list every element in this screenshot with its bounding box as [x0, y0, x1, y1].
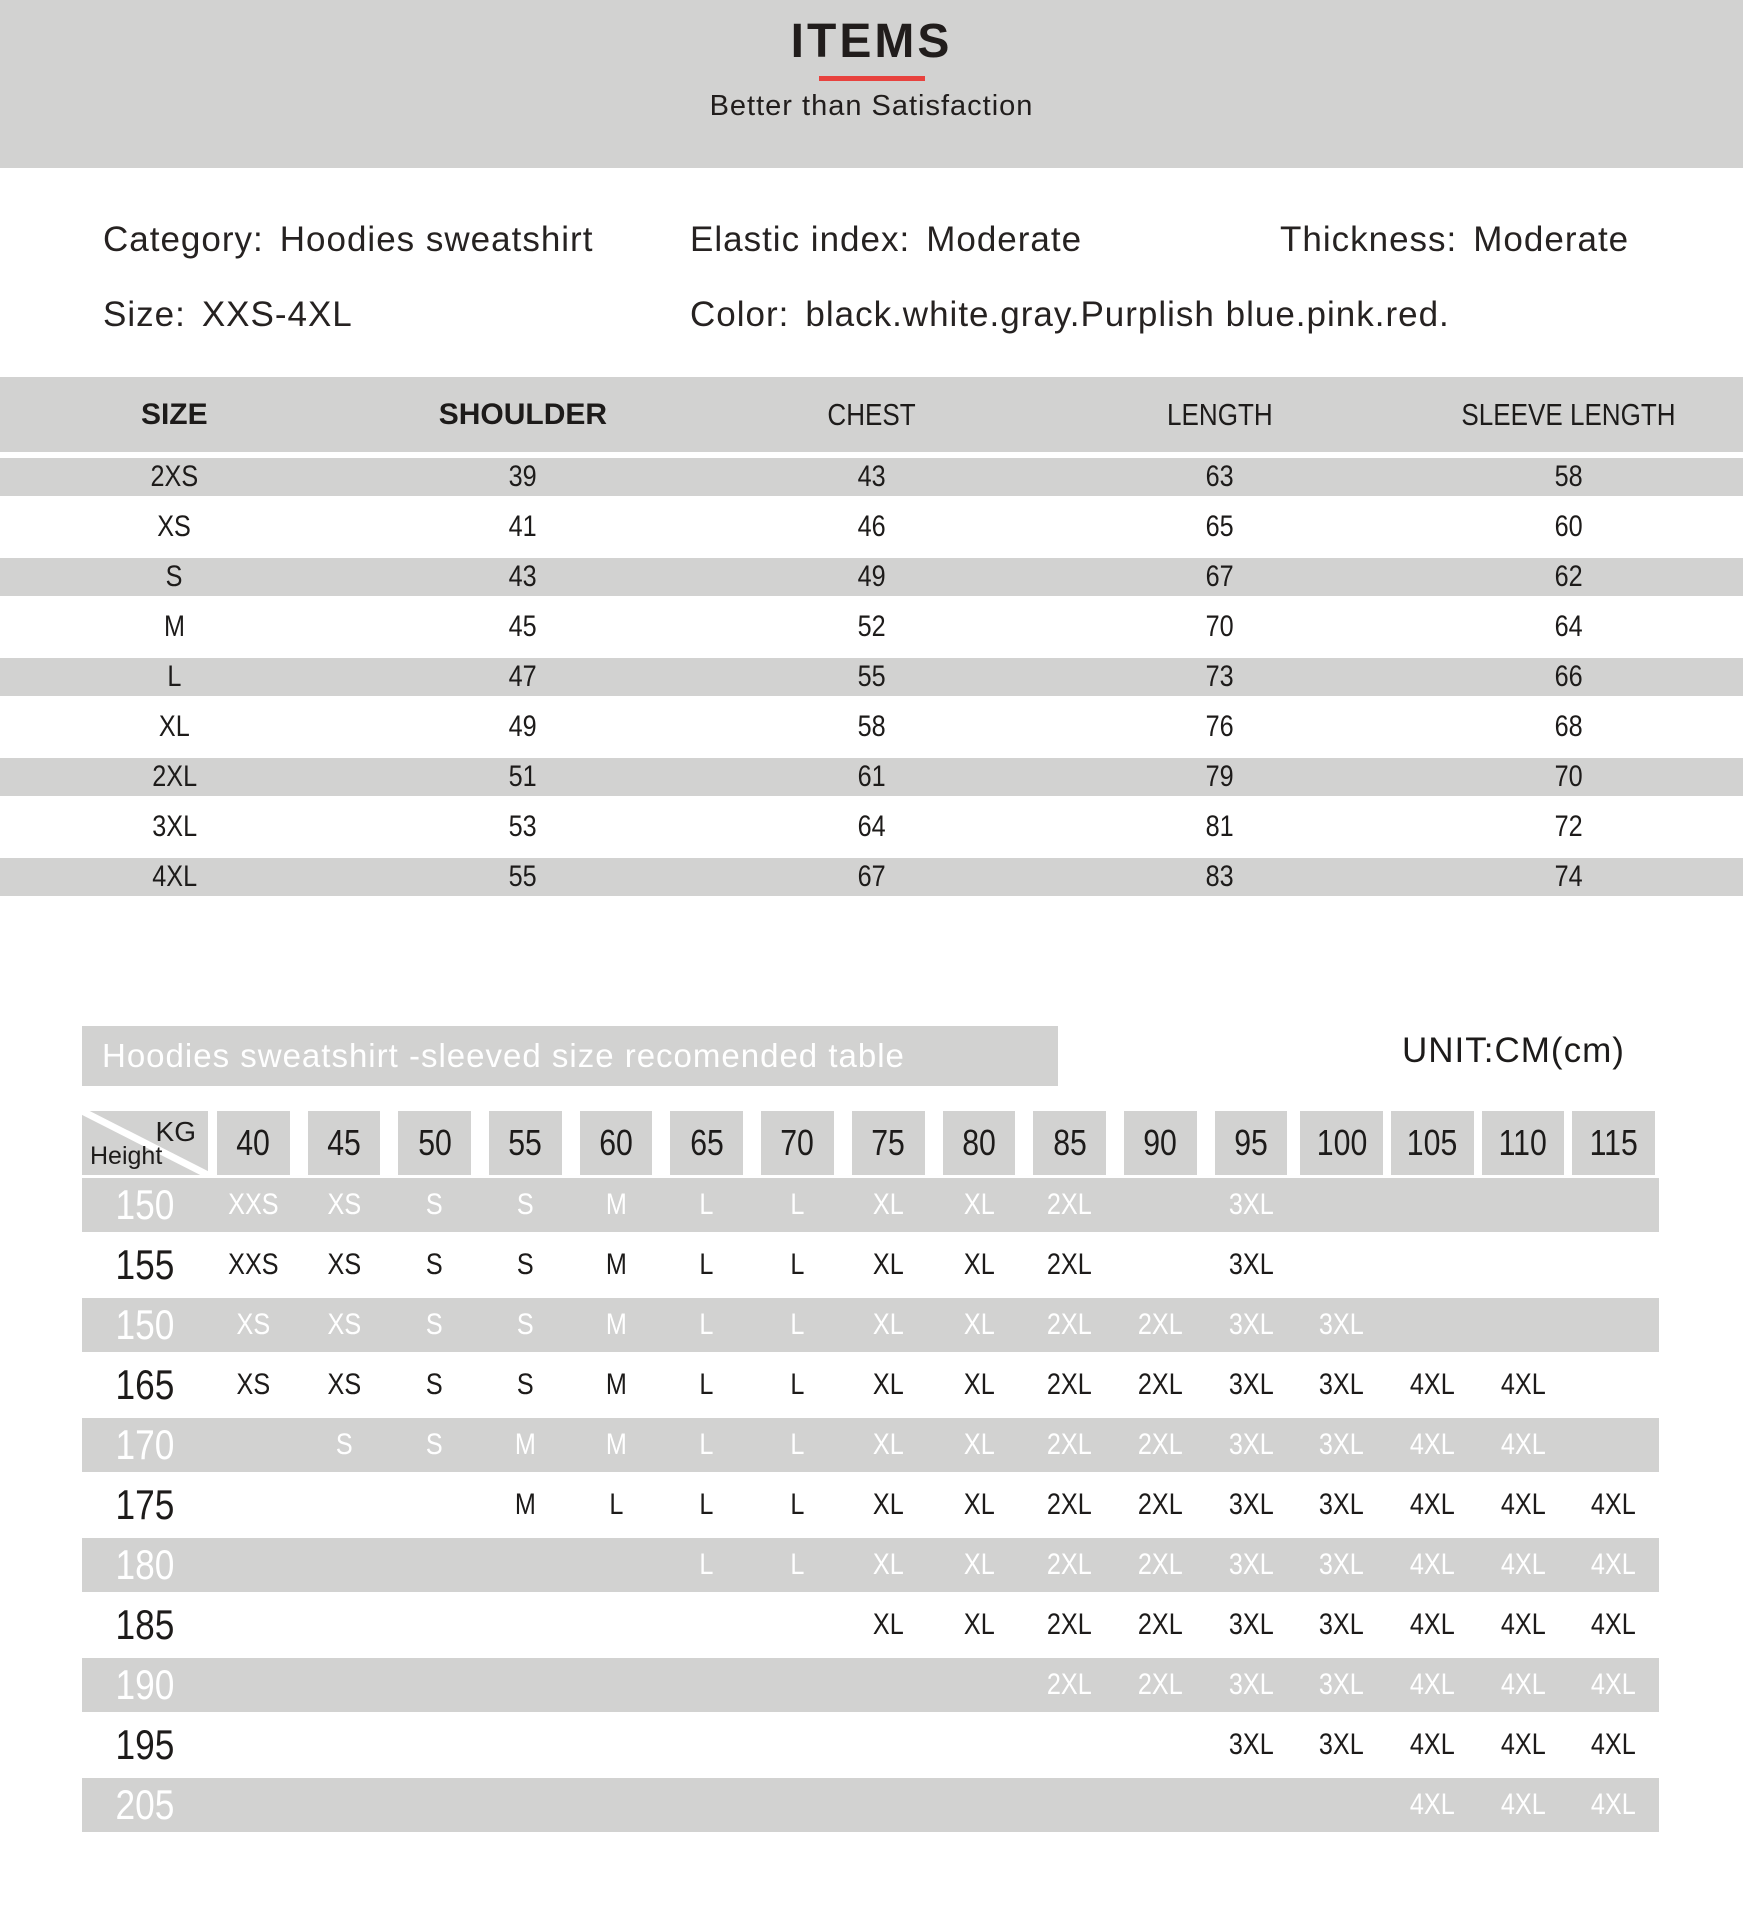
recommendation-row — [82, 1535, 1659, 1595]
recommended-size-cell: 4XL — [1500, 1428, 1546, 1461]
recommended-size-cell: 4XL — [1591, 1788, 1637, 1821]
sleeve-length-cell: 64 — [1554, 610, 1583, 643]
recommended-size-cell: S — [516, 1308, 534, 1341]
recommended-size-cell: S — [335, 1428, 353, 1461]
recommended-size-cell: XL — [872, 1488, 904, 1521]
weight-column-header: 55 — [489, 1111, 562, 1175]
height-cell: 185 — [115, 1601, 175, 1648]
shoulder-cell: 39 — [349, 452, 698, 502]
recommended-size-cell: XS — [327, 1188, 361, 1221]
recommended-size-cell: 4XL — [1500, 1608, 1546, 1641]
sleeve-length-cell: 74 — [1394, 852, 1743, 902]
length-cell: 70 — [1206, 610, 1235, 643]
weight-column-header: 115 — [1572, 1111, 1655, 1175]
recommended-size-cell: L — [790, 1368, 805, 1401]
brand-title: ITEMS — [790, 15, 953, 68]
recommended-size-cell: XXS — [228, 1188, 279, 1221]
recommended-size-cell: L — [790, 1488, 805, 1521]
recommended-size-cell: 2XL — [1047, 1368, 1092, 1401]
brand-banner — [0, 0, 1743, 168]
recommendation-row — [82, 1655, 1659, 1715]
sleeve-length-cell: 66 — [1394, 652, 1743, 702]
recommended-size-cell: 2XL — [1137, 1488, 1183, 1521]
recommended-size-cell: 4XL — [1591, 1548, 1637, 1581]
chest-cell: 49 — [697, 552, 1046, 602]
recommended-size-cell: S — [516, 1248, 534, 1281]
recommendation-table-body — [82, 1175, 1659, 1835]
recommended-size-cell: 4XL — [1591, 1488, 1637, 1521]
length-cell: 76 — [1206, 710, 1235, 743]
recommended-size-cell: M — [514, 1488, 536, 1521]
height-cell: 205 — [115, 1781, 175, 1828]
recommended-size-cell: 4XL — [1500, 1728, 1546, 1761]
column-header-sleeve-length: SLEEVE LENGTH — [1394, 377, 1743, 452]
recommended-size-cell: L — [699, 1488, 714, 1521]
recommended-size-cell: L — [790, 1548, 805, 1581]
recommended-size-cell: 3XL — [1319, 1608, 1365, 1641]
color-options-label: Color: — [690, 295, 790, 334]
recommended-size-cell: 4XL — [1591, 1668, 1637, 1701]
recommendation-row — [82, 1415, 1659, 1475]
chest-cell: 61 — [697, 752, 1046, 802]
recommended-size-cell: 4XL — [1409, 1668, 1455, 1701]
elastic-index-label: Elastic index: — [690, 220, 911, 259]
recommended-size-cell: XL — [963, 1608, 995, 1641]
recommended-size-cell: XS — [236, 1308, 271, 1341]
recommendation-row — [82, 1715, 1659, 1775]
recommended-size-cell: 2XL — [1047, 1608, 1092, 1641]
category-info — [103, 220, 593, 260]
recommended-size-cell: 2XL — [1137, 1548, 1183, 1581]
chest-cell: 43 — [697, 452, 1046, 502]
size-table-row — [0, 452, 1743, 502]
recommended-size-cell: 3XL — [1319, 1488, 1365, 1521]
size-table-header — [0, 377, 1743, 452]
color-options-info — [690, 295, 1450, 335]
size-cell: M — [163, 610, 185, 643]
recommended-size-cell: XS — [236, 1368, 271, 1401]
weight-column-header: 100 — [1300, 1111, 1383, 1175]
recommended-size-cell: 3XL — [1319, 1548, 1365, 1581]
sleeve-length-cell: 58 — [1394, 452, 1743, 502]
recommendation-row — [82, 1775, 1659, 1835]
recommended-size-cell: 3XL — [1228, 1488, 1274, 1521]
recommended-size-cell: L — [699, 1188, 714, 1221]
weight-column-header: 40 — [217, 1111, 290, 1175]
recommended-size-cell: 3XL — [1228, 1248, 1274, 1281]
recommended-size-cell: 2XL — [1047, 1428, 1092, 1461]
thickness-label: Thickness: — [1280, 220, 1458, 259]
recommended-size-cell: S — [426, 1308, 444, 1341]
size-cell: 3XL — [151, 810, 197, 843]
recommended-size-cell: 2XL — [1047, 1548, 1092, 1581]
recommendation-row — [82, 1595, 1659, 1655]
chest-cell: 55 — [697, 652, 1046, 702]
recommendation-row — [82, 1235, 1659, 1295]
height-cell: 155 — [115, 1241, 175, 1288]
recommended-size-cell: 4XL — [1500, 1488, 1546, 1521]
recommended-size-cell: M — [605, 1248, 627, 1281]
sleeve-length-cell: 72 — [1554, 810, 1583, 843]
size-cell: L — [0, 652, 349, 702]
size-cell: 4XL — [0, 852, 349, 902]
recommended-size-cell: XS — [327, 1368, 361, 1401]
height-cell: 190 — [115, 1661, 175, 1708]
recommended-size-cell: XL — [963, 1488, 995, 1521]
size-cell: XS — [157, 510, 192, 543]
shoulder-cell: 41 — [508, 510, 537, 543]
recommended-size-cell: M — [605, 1428, 627, 1461]
recommended-size-cell: XL — [872, 1248, 904, 1281]
weight-column-header: 75 — [852, 1111, 925, 1175]
column-header-chest: CHEST — [697, 377, 1046, 452]
size-table-row — [0, 602, 1743, 652]
recommended-size-cell: 4XL — [1409, 1368, 1455, 1401]
size-table-row — [0, 802, 1743, 852]
thickness-info — [1280, 220, 1629, 260]
recommendation-row — [82, 1475, 1659, 1535]
length-cell: 67 — [1046, 552, 1395, 602]
size-table-body — [0, 452, 1743, 902]
weight-column-header: 95 — [1215, 1111, 1288, 1175]
thickness-value: Moderate — [1473, 220, 1630, 259]
recommended-size-cell: 3XL — [1228, 1548, 1274, 1581]
column-header-length: LENGTH — [1046, 377, 1395, 452]
length-cell: 73 — [1046, 652, 1395, 702]
sleeve-length-cell: 62 — [1394, 552, 1743, 602]
recommended-size-cell: 3XL — [1319, 1308, 1365, 1341]
size-cell: S — [0, 552, 349, 602]
recommended-size-cell: 3XL — [1319, 1368, 1365, 1401]
chest-cell: 58 — [857, 710, 886, 743]
recommended-size-cell: L — [790, 1428, 805, 1461]
recommended-size-cell: XL — [963, 1368, 995, 1401]
chest-cell: 46 — [857, 510, 886, 543]
recommended-size-cell: 3XL — [1228, 1608, 1274, 1641]
recommended-size-cell: L — [699, 1308, 714, 1341]
recommended-size-cell: XL — [872, 1608, 904, 1641]
recommended-size-cell: 4XL — [1500, 1548, 1546, 1581]
length-cell: 63 — [1046, 452, 1395, 502]
title-underline — [819, 76, 925, 81]
recommended-size-cell: 2XL — [1047, 1188, 1092, 1221]
size-table-row — [0, 852, 1743, 902]
shoulder-cell: 55 — [349, 852, 698, 902]
length-cell: 79 — [1046, 752, 1395, 802]
recommended-size-cell: 4XL — [1500, 1368, 1546, 1401]
size-cell: XL — [158, 710, 190, 743]
height-cell: 165 — [115, 1361, 175, 1408]
size-measurements-table — [0, 377, 1743, 902]
recommended-size-cell: XL — [963, 1308, 995, 1341]
recommended-size-cell: 4XL — [1500, 1668, 1546, 1701]
corner-height-label: Height — [90, 1142, 163, 1170]
recommended-size-cell: XL — [963, 1428, 995, 1461]
height-cell: 175 — [115, 1481, 175, 1528]
recommended-size-cell: S — [426, 1368, 444, 1401]
recommendation-header-row — [82, 1111, 1659, 1175]
recommended-size-cell: 3XL — [1319, 1428, 1365, 1461]
weight-column-header: 65 — [670, 1111, 743, 1175]
recommended-size-cell: XS — [327, 1308, 361, 1341]
recommended-size-cell: 3XL — [1319, 1728, 1365, 1761]
recommended-size-cell: 2XL — [1137, 1308, 1183, 1341]
corner-kg-label: KG — [155, 1116, 196, 1147]
recommended-size-cell: 4XL — [1409, 1548, 1455, 1581]
recommended-size-cell: L — [699, 1428, 714, 1461]
size-table-row — [0, 502, 1743, 552]
recommended-size-cell: 4XL — [1409, 1728, 1455, 1761]
sleeve-length-cell: 68 — [1554, 710, 1583, 743]
recommended-size-cell: M — [514, 1428, 536, 1461]
recommended-size-cell: XL — [872, 1428, 904, 1461]
recommended-size-cell: S — [426, 1188, 444, 1221]
weight-column-header: 60 — [580, 1111, 653, 1175]
chest-cell: 67 — [697, 852, 1046, 902]
recommended-size-cell: S — [426, 1428, 444, 1461]
height-cell: 180 — [115, 1541, 175, 1588]
height-cell: 195 — [115, 1721, 175, 1768]
recommended-size-cell: S — [426, 1248, 444, 1281]
recommended-size-cell: S — [516, 1188, 534, 1221]
recommendation-row — [82, 1295, 1659, 1355]
height-cell: 150 — [115, 1301, 175, 1348]
recommended-size-cell: XL — [963, 1248, 995, 1281]
length-cell: 81 — [1206, 810, 1235, 843]
size-range-info — [103, 295, 353, 335]
kg-height-corner-cell — [82, 1111, 208, 1175]
recommended-size-cell: XXS — [228, 1248, 279, 1281]
recommended-size-cell: 2XL — [1137, 1428, 1183, 1461]
recommended-size-cell: 4XL — [1591, 1728, 1637, 1761]
recommended-size-cell: 3XL — [1228, 1728, 1274, 1761]
recommended-size-cell: 3XL — [1228, 1188, 1274, 1221]
recommended-size-cell: L — [699, 1548, 714, 1581]
length-cell: 83 — [1046, 852, 1395, 902]
recommended-size-cell: XL — [872, 1368, 904, 1401]
recommended-size-cell: M — [605, 1188, 627, 1221]
recommended-size-cell: XL — [872, 1548, 904, 1581]
recommended-size-cell: 4XL — [1409, 1488, 1455, 1521]
height-cell: 170 — [115, 1421, 175, 1468]
color-options-value: black.white.gray.Purplish blue.pink.red. — [805, 295, 1450, 334]
weight-column-header: 85 — [1033, 1111, 1106, 1175]
recommended-size-cell: 2XL — [1137, 1668, 1183, 1701]
recommended-size-cell: 4XL — [1591, 1608, 1637, 1641]
recommended-size-cell: 2XL — [1047, 1488, 1092, 1521]
column-header-size: SIZE — [0, 377, 349, 452]
recommended-size-cell: L — [790, 1188, 805, 1221]
shoulder-cell: 47 — [349, 652, 698, 702]
recommendation-table-title: Hoodies sweatshirt -sleeved size recomended table — [82, 1026, 1058, 1086]
recommended-size-cell: 3XL — [1228, 1308, 1274, 1341]
recommended-size-cell: M — [605, 1308, 627, 1341]
recommended-size-cell: 4XL — [1409, 1788, 1455, 1821]
recommendation-row — [82, 1175, 1659, 1235]
weight-column-header: 80 — [943, 1111, 1016, 1175]
chest-cell: 64 — [857, 810, 886, 843]
recommended-size-cell: 3XL — [1228, 1368, 1274, 1401]
elastic-index-info — [690, 220, 1082, 260]
size-table-row — [0, 652, 1743, 702]
recommended-size-cell: M — [605, 1368, 627, 1401]
category-value: Hoodies sweatshirt — [279, 220, 594, 259]
size-cell: 2XL — [0, 752, 349, 802]
recommended-size-cell: 2XL — [1137, 1608, 1183, 1641]
recommended-size-cell: L — [699, 1368, 714, 1401]
brand-subtitle: Better than Satisfaction — [709, 90, 1034, 122]
recommended-size-cell: 3XL — [1228, 1428, 1274, 1461]
recommended-size-cell: 2XL — [1137, 1368, 1183, 1401]
category-label: Category: — [103, 220, 264, 259]
recommended-size-cell: 3XL — [1228, 1668, 1274, 1701]
size-recommendation-table — [82, 1111, 1659, 1835]
recommendation-row — [82, 1355, 1659, 1415]
weight-column-header: 45 — [308, 1111, 381, 1175]
recommended-size-cell: XL — [963, 1548, 995, 1581]
shoulder-cell: 53 — [508, 810, 537, 843]
recommended-size-cell: L — [699, 1248, 714, 1281]
height-cell: 150 — [115, 1181, 175, 1228]
sleeve-length-cell: 60 — [1554, 510, 1583, 543]
recommended-size-cell: 2XL — [1047, 1248, 1092, 1281]
recommended-size-cell: XL — [872, 1188, 904, 1221]
elastic-index-value: Moderate — [926, 220, 1083, 259]
shoulder-cell: 45 — [508, 610, 537, 643]
length-cell: 65 — [1206, 510, 1235, 543]
unit-label: UNIT:CM(cm) — [1402, 1031, 1625, 1070]
size-table-row — [0, 752, 1743, 802]
shoulder-cell: 43 — [349, 552, 698, 602]
weight-column-header: 50 — [398, 1111, 471, 1175]
size-range-label: Size: — [103, 295, 186, 334]
weight-column-header: 70 — [761, 1111, 834, 1175]
chest-cell: 52 — [857, 610, 886, 643]
recommended-size-cell: 3XL — [1319, 1668, 1365, 1701]
recommended-size-cell: L — [790, 1308, 805, 1341]
recommended-size-cell: L — [609, 1488, 624, 1521]
weight-column-header: 105 — [1391, 1111, 1474, 1175]
recommended-size-cell: XL — [872, 1308, 904, 1341]
size-range-value: XXS-4XL — [201, 295, 353, 334]
recommended-size-cell: 4XL — [1409, 1608, 1455, 1641]
column-header-shoulder: SHOULDER — [349, 377, 698, 452]
recommended-size-cell: 2XL — [1047, 1308, 1092, 1341]
shoulder-cell: 49 — [508, 710, 537, 743]
weight-column-header: 110 — [1482, 1111, 1565, 1175]
recommended-size-cell: 4XL — [1500, 1788, 1546, 1821]
sleeve-length-cell: 70 — [1394, 752, 1743, 802]
size-table-row — [0, 702, 1743, 752]
weight-column-header: 90 — [1124, 1111, 1197, 1175]
recommended-size-cell: XS — [327, 1248, 361, 1281]
size-table-row — [0, 552, 1743, 602]
size-cell: 2XS — [0, 452, 349, 502]
recommended-size-cell: 2XL — [1047, 1668, 1092, 1701]
recommended-size-cell: S — [516, 1368, 534, 1401]
shoulder-cell: 51 — [349, 752, 698, 802]
recommended-size-cell: XL — [963, 1188, 995, 1221]
recommended-size-cell: L — [790, 1248, 805, 1281]
recommended-size-cell: 4XL — [1409, 1428, 1455, 1461]
